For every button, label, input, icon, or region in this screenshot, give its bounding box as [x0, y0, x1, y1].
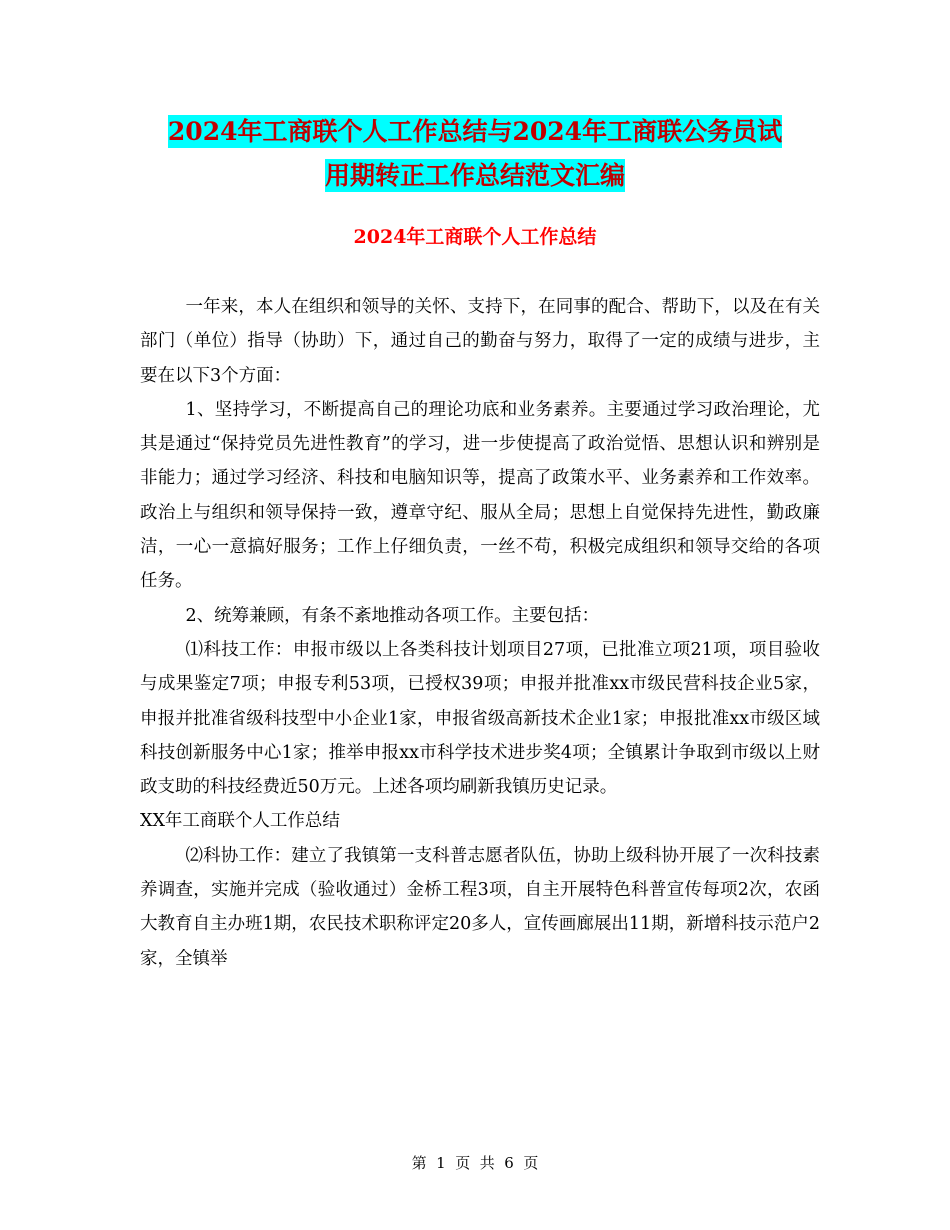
paragraph-study: 1、坚持学习，不断提高自己的理论功底和业务素养。主要通过学习政治理论，尤其是通过“保持党员先进性教育”的学习，进一步使提高了政治觉悟、思想认识和辨别是非能力；通过学习经济、科技和电脑知识等，提高了政策水平、业务素养和工作效率。政治上与组织和领导保持一致，遵章守纪、服从全局；思想上自觉保持先进性，勤政廉洁，一心一意搞好服务；工作上仔细负责，一丝不苟，积极完成组织和领导交给的各项任务。 [140, 399, 820, 592]
document-body [140, 290, 820, 976]
document-title [0, 110, 950, 198]
document-title-line-2: 用期转正工作总结范文汇编 [324, 161, 625, 190]
document-title-line-1: 2024年工商联个人工作总结与2024年工商联公务员试 [167, 117, 783, 146]
section-title: 2024年工商联个人工作总结 [353, 226, 597, 248]
paragraph-tech-work: ⑴科技工作：申报市级以上各类科技计划项目27项，已批准立项21项，项目验收与成果鉴定7项；申报专利53项，已授权39项；申报并批准xx市级民营科技企业5家，申报并批准省级科技型中小企业1家，申报省级高新技术企业1家；申报批准xx市级区域科技创新服务中心1家；推举申报xx市科学技术进步奖4项；全镇累计争取到市级以上财政支助的科技经费近50万元。上述各项均刷新我镇历史记录。 [140, 639, 820, 798]
paragraph-intro: 一年来，本人在组织和领导的关怀、支持下，在同事的配合、帮助下，以及在有关部门（单位）指导（协助）下，通过自己的勤奋与努力，取得了一定的成绩与进步，主要在以下3个方面： [140, 297, 820, 386]
inline-subtitle: XX年工商联个人工作总结 [140, 811, 340, 832]
paragraph-coordination: 2、统筹兼顾，有条不紊地推动各项工作。主要包括： [185, 605, 600, 626]
page-footer: 第 1 页 共 6 页 [411, 1154, 539, 1172]
paragraph-science-association: ⑵科协工作：建立了我镇第一支科普志愿者队伍，协助上级科协开展了一次科技素养调查，实施并完成（验收通过）金桥工程3项，自主开展特色科普宣传每项2次，农函大教育自主办班1期，农民技术职称评定20多人，宣传画廊展出11期，新增科技示范户2家，全镇举 [140, 845, 820, 969]
